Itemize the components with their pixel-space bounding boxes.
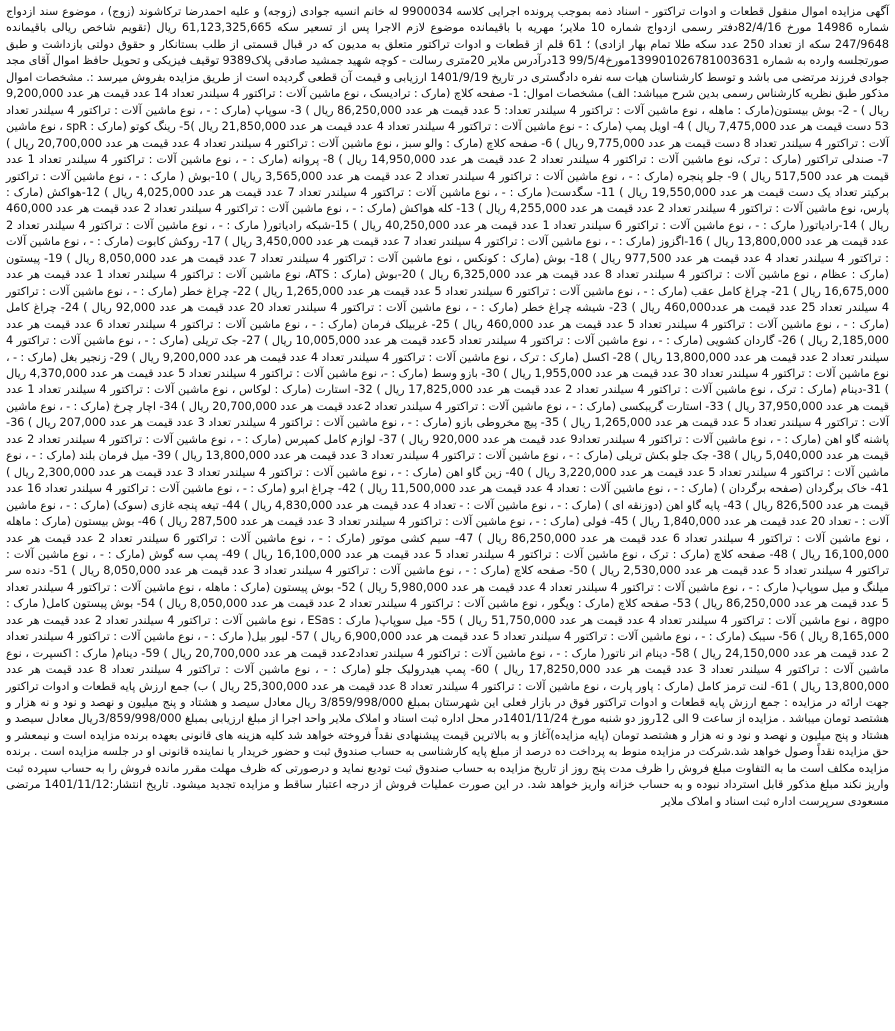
auction-notice-text: آگهی مزایده اموال منقول قطعات و ادوات تراکتور - اسناد ذمه بموجب پرونده اجرایی کلاسه 9900034 له خانم انسیه جوادی (زوجه) و علیه احمدرضا ترکاشوند (زوج) ، موضوع سند ازدواج شماره 14986 مورخ 82/4/16دفتر رسمی ازدواج شماره 10 ملایر؛ مهریه با باقیمانده موضوع لازم الاجرا پس از تسعیر سکه 61,123,325,665 ریال (تقویم شاخص ریالی باقیمانده 247/9648 سکه از تعداد 250 عدد سکه طلا تمام بهار ازادی) ؛ 61 قلم از قطعات و ادوات تراکتور متعلق به مدیون که در قبال قسمتی از طلب بستانکار و حقوق دولتی بازداشت و طبق صورتجلسه وارده به شماره 139901026781003631مورخ99/5/4 13درآدرس ملایر 20متری رسالت - کوچه شهید جمشید صادقی پلاک9389 توقیف فیزیکی و تحویل حافظ اموال آقای مجد جوادی فرزند مرتضی می باشد و توسط کارشناسان هیات سه نفره دادگستری در تاریخ 1401/9/19 ارزیابی و قیمت آن قطعی گردیده است از طریق مزایده بفروش میرسد :. مشخصات اموال مذکور طبق نظریه کارشناس رسمی بدین شرح میباشد: الف) مشخصات اموال: 1- صفحه کلاچ (مارک : ترادیسک ، نوع ماشین آلات : تراکتور 4 سیلندر تعداد 14 عدد قیمت هر عدد 9,200,000 ریال ) - 2- بوش بیستون(مارک : ماهله ، نوع ماشین آلات : تراکتور 4 سیلندر تعداد: 5 عدد قیمت هر عدد 86,250,000 ریال ) 3- سوپاپ (مارک : - ، نوع ماشین آلات : تراکتور 4 سیلندر تعداد 53 دست قیمت هر عدد 7,475,000 ریال ) 4- اویل پمپ (مارک : - نوع ماشین آلات : تراکتور 4 سیلندر تعداد 4 عدد قیمت هر عدد 21,850,000 ریال )5- رینگ کوتو (مارک : spR ، نوع ماشین آلات : تراکتور 4 سیلندر تعداد 8 دست قیمت هر عدد 9,775,000 ریال ) 6- صفحه کلاچ (مارک : والو سبز ، نوع ماشین آلات : تراکتور 4 سیلندر تعداد 4 عدد قیمت هر عدد 20,700,000 ریال ) 7- صندلی تراکتور (مارک : ترک، نوع ماشین آلات : تراکتور 4 سیلندر تعداد 2 عدد قیمت هر عدد 14,950,000 ریال ) 8- پروانه (مارک : - ، نوع ماشین آلات : تراکتور 4 سیلندر تعداد 1 عدد قیمت هر عدد 517,500 ریال ) 9- جلو پنجره (مارک : - ، نوع ماشین آلات : تراکتور 4 سیلندر تعداد 2 عدد قیمت هر عدد 3,565,000 ریال ) 10-بوش ( مارک : - ، نوع ماشین آلات : تراکتور برکیتر تعداد یک دست قیمت هر عدد 19,550,000 ریال ) 11- سگدست( مارک : - ، نوع ماشین آلات : تراکتور 4 سیلندر تعداد 7 عدد قیمت هر عدد 4,025,000 ریال ) 12-هواکش (مارک : پارس، نوع ماشین آلات : تراکتور 4 سیلندر تعداد 2 عدد قیمت هر عدد 4,255,000 ریال ) 13- کله هواکش (مارک : - ، نوع ماشین آلات : تراکتور 4 سیلندر تعداد 2 عدد قیمت هر عدد 460,000 ریال ) 14-رادیاتور( مارک : - ، نوع ماشین آلات : تراکتور 6 سیلندر تعداد 1 عدد قیمت هر عدد 40,250,000 ریال ) 15-شبکه رادیاتور( مارک : - ، نوع ماشین آلات : تراکتور 4 سیلندر تعداد 2 عدد قیمت هر عدد 13,800,000 ریال ) 16-اگزوز (مارک : - ، نوع ماشین آلات : تراکتور 4 سیلندر تعداد 7 عدد قیمت هر عدد 3,450,000 ریال ) 17- روکش کابوت (مارک : - ، نوع ماشین آلات : تراکتور 4 سیلندر تعداد 4 عدد قیمت هر عدد 977,500 ریال ) 18- بوش (مارک : کونکس ، نوع ماشین آلات : تراکتور 4 سیلندر تعداد 7 عدد قیمت هر عدد 8,050,000 ریال ) 19- پیستون (مارک : عظام ، نوع ماشین آلات : تراکتور 4 سیلندر تعداد 8 عدد قیمت هر عدد 6,325,000 ریال ) 20-بوش (مارک : ATS، نوع ماشین آلات : تراکتور 4 سیلندر تعداد 1 عدد قیمت هر عدد 16,675,000 ریال ) 21- چراغ کامل عقب (مارک : - ، نوع ماشین آلات : تراکتور 6 سیلندر تعداد 5 عدد قیمت هر عدد 1,265,000 ریال ) 22- چراغ خطر (مارک : - ، نوع ماشین آلات : تراکتور 4 سیلندر تعداد 25 عدد قیمت هر عدد460,000 ریال ) 23- شیشه چراغ خطر (مارک : - ، نوع ماشین آلات : تراکتور 4 سیلندر تعداد 20 عدد قیمت هر عدد 92,000 ریال ) 24- چراغ کامل (مارک : - ، نوع ماشین آلات : تراکتور 4 سیلندر تعداد 5 عدد قیمت هر عدد 460,000 ریال ) 25- غربیلک فرمان (مارک : - ، نوع ماشین آلات : تراکتور 4 سیلندر تعداد 6 عدد قیمت هر عدد 2,185,000 ریال ) 26- گاردان کشویی (مارک : - ، نوع ماشین آلات : تراکتور 4 سیلندر تعداد 5عدد قیمت هر عدد 10,005,000 ریال ) 27- جک تریلی (مارک : - ، نوع ماشین آلات : تراکتور 4 سیلندر تعداد 2 عدد قیمت هر عدد 13,800,000 ریال ) 28- اکسل (مارک : ترک ، نوع ماشین آلات : تراکتور 4 سیلندر تعداد 4 عدد قیمت هر عدد 9,200,000 ریال ) 29- زنجیر بغل (مارک : - ، نوع ماشین آلات : تراکتور 4 سیلندر تعداد 30 عدد قیمت هر عدد 1,955,000 ریال ) 30- بازو وسط (مارک : -، نوع ماشین آلات : تراکتور 4 سیلندر تعداد 5 عدد قیمت هر عدد 4,370,000 ریال ) 31-دینام (مارک : ترک ، نوع ماشین آلات : تراکتور 4 سیلندر تعداد 2 عدد قیمت هر عدد 17,825,000 ریال ) 32- استارت (مارک : لوکاس ، نوع ماشین آلات : تراکتور 4 سیلندر تعداد 1 عدد قیمت هر عدد 37,950,000 ریال ) 33- استارت گریبکسی (مارک : - ، نوع ماشین آلات : تراکتور 4 سیلندر تعداد 2عدد قیمت هر عدد 20,700,000 ریال ) 34- اچار چرخ (مارک : - ، نوع ماشین آلات : تراکتور 4 سیلندر تعداد 5 عدد قیمت هر عدد 1,265,000 ریال ) 35- پیچ مخروطی بازو (مارک : - ، نوع ماشین آلات : تراکتور 4 سیلندر تعداد 3 عدد قیمت هر عدد 207,000 ریال ) 36- پاشنه گاو اهن (مارک : - ، نوع ماشین آلات : تراکتور 4 سیلندر تعداد9 عدد قیمت هر عدد 920,000 ریال ) 37- لوازم کامل کمپرس (مارک : - ، نوع ماشین آلات : تراکتور 4 سیلندر تعداد 2 عدد قیمت هر عدد 5,040,000 ریال ) 38- جک جلو بکش تریلی (مارک : - ، نوع ماشین آلات : تراکتور 4 سیلندر تعداد 3 عدد قیمت هر عدد 13,800,000 ریال ) 39- میل فرمان بلند (مارک : - ، نوع ماشین آلات : تراکتور 4 سیلندر تعداد 5 عدد قیمت هر عدد 3,220,000 ریال ) 40- زین گاو اهن (مارک : - ، نوع ماشین آلات : تراکتور 4 سیلندر تعداد 3 عدد قیمت هر عدد 2,300,000 ریال ) 41- خاک برگردان (صفحه برگردان ) (مارک : - ، نوع ماشین آلات : تعداد 4 عدد قیمت هر عدد 11,500,000 ریال ) 42- چراغ ابرو (مارک : - ، نوع ماشین آلات : تراکتور 4 سیلندر تعداد 16 عدد قیمت هر عدد 826,500 ریال ) 43- پایه گاو اهن (دوزنقه ای ) (مارک : - ، نوع ماشین آلات : - تعداد 4 عدد قیمت هر عدد 4,830,000 ریال ) 44- تیغه پنجه غازی (سوک) (مارک : - ، نوع ماشین آلات : - تعداد 20 عدد قیمت هر عدد 1,840,000 ریال ) 45- فولی (مارک : - ، نوع ماشین آلات : تراکتور 4 سیلندر تعداد 3 عدد قیمت هر عدد 287,500 ریال ) 46- بوش بیستون (مارک : ماهله ، نوع ماشین آلات : تراکتور 4 سیلندر تعداد 6 عدد قیمت هر عدد 86,250,000 ریال ) 47- سیم کشی موتور (مارک : - ، نوع ماشین آلات : تراکتور 6 سیلندر تعداد 2 عدد قیمت هر عدد 16,100,000 ریال ) 48- صفحه کلاچ (مارک : ترک ، نوع ماشین آلات : تراکتور 4 سیلندر تعداد 5 عدد قیمت هر عدد 16,100,000 ریال ) 49- پمپ سه گوش (مارک : - ، نوع ماشین آلات : تراکتور 4 سیلندر تعداد 5 عدد قیمت هر عدد 2,530,000 ریال ) 50- صفحه کلاچ (مارک : - ، نوع ماشین آلات : تراکتور 4 سیلندر تعداد 3 عدد قیمت هر عدد 8,050,000 ریال ) 51- دنده سر میلنگ و میل سوپاپ( مارک : - ، نوع ماشین آلات : تراکتور 4 سیلندر تعداد 4 عدد قیمت هر عدد 5,980,000 ریال ) 52- بوش پیستون (مارک : ماهله ، نوع ماشین آلات : تراکتور 4 سیلندر تعداد 5 عدد قیمت هر عدد 86,250,000 ریال ) 53- صفحه کلاچ (مارک : ویگور ، نوع ماشین آلات : تراکتور 4 سیلندر تعداد 2 عدد قیمت هر عدد 8,050,000 ریال ) 54- بوش پیستون کامل( مارک : agpo ، نوع ماشین آلات : تراکتور 4 سیلندر تعداد 4 عدد قیمت هر عدد 51,750,000 ریال ) 55- میل سوپاپ( مارک : ESas ، نوع ماشین آلات : تراکتور 4 سیلندر تعداد 2 عدد قیمت هر عدد 8,165,000 ریال ) 56- سیبک (مارک : - ، نوع ماشین آلات : تراکتور 4 سیلندر تعداد 5 عدد قیمت هر عدد 6,900,000 ریال ) 57- لیور بیل( مارک : - ، نوع ماشین آلات : تراکتور 4 سیلندر تعداد 2 عدد قیمت هر عدد 24,150,000 ریال ) 58- دینام انر ناتور( مارک : - ، نوع ماشین آلات : تراکتور 4 سیلندر تعداد2عدد قیمت هر عدد 20,700,000 ریال ) 59- دینام( مارک : اکسپرت ، نوع ماشین آلات : تراکتور 4 سیلندر تعداد 3 عدد قیمت هر عدد 17,8250,000 ریال ) 60- پمپ هیدرولیک جلو (مارک : - ، نوع ماشین آلات : تراکتور 4 سیلندر تعداد 8 عدد قیمت هر عدد 13,800,000 ریال ) 61- لنت ترمز کامل (مارک : پاور پارت ، نوع ماشین آلات : تراکتور 4 سیلندر تعداد 8 عدد قیمت هر عدد 25,300,000 ریال ) ب) جمع ارزش پایه قطعات و ادوات تراکتور جهت ارائه در مزایده : جمع ارزش پایه قطعات و ادوات تراکتور فوق در بازار فعلی این شهرستان بمبلغ 3/859/998/000 ریال معادل سیصد و هشتاد و پنج میلیون و نهصد و نود و نه هزار و هشتصد تومان میباشد . مزایده از ساعت 9 الی 12روز دو شنبه مورخ 1401/11/24در محل اداره ثبت اسناد و املاک ملایر واحد اجرا از مبلغ ارزیابی بمبلغ 3/859/998/000ریال معادل سیصد و هشتاد و پنج میلیون و نهصد و نود و نه هزار و هشتصد تومان (پایه مزایده)آغاز و به بالاترین قیمت پیشنهادی نقداً فروخته خواهد شد کلیه هزینه های قانونی بعهده برنده مزایده است و نیمعشر و حق مزایده نقداً وصول خواهد شد.شرکت در مزایده منوط به پرداخت ده درصد از مبلغ پایه کارشناسی به حساب صندوق ثبت و حضور خریدار یا نماینده قانونی او در جلسه مزایده است . برنده مزایده مکلف است ما به التفاوت مبلغ فروش را ظرف مدت پنج روز از تاریخ مزایده به حساب صندوق ثبت تودیع نماید و درصورتی که ظرف مهلت مقرر مانده فروش را به حساب سپرده ثبت واریز نکند مبلغ مذکور قابل استرداد نبوده و به حساب خزانه واریز خواهد شد. در این صورت عملیات فروش از درجه اعتبار ساقط و مزایده تجدید میشود. تاریخ انتشار:1401/11/12 مرتضی مسعودی سرپرست اداره ثبت اسناد و املاک ملایر (6, 5, 890, 808)
